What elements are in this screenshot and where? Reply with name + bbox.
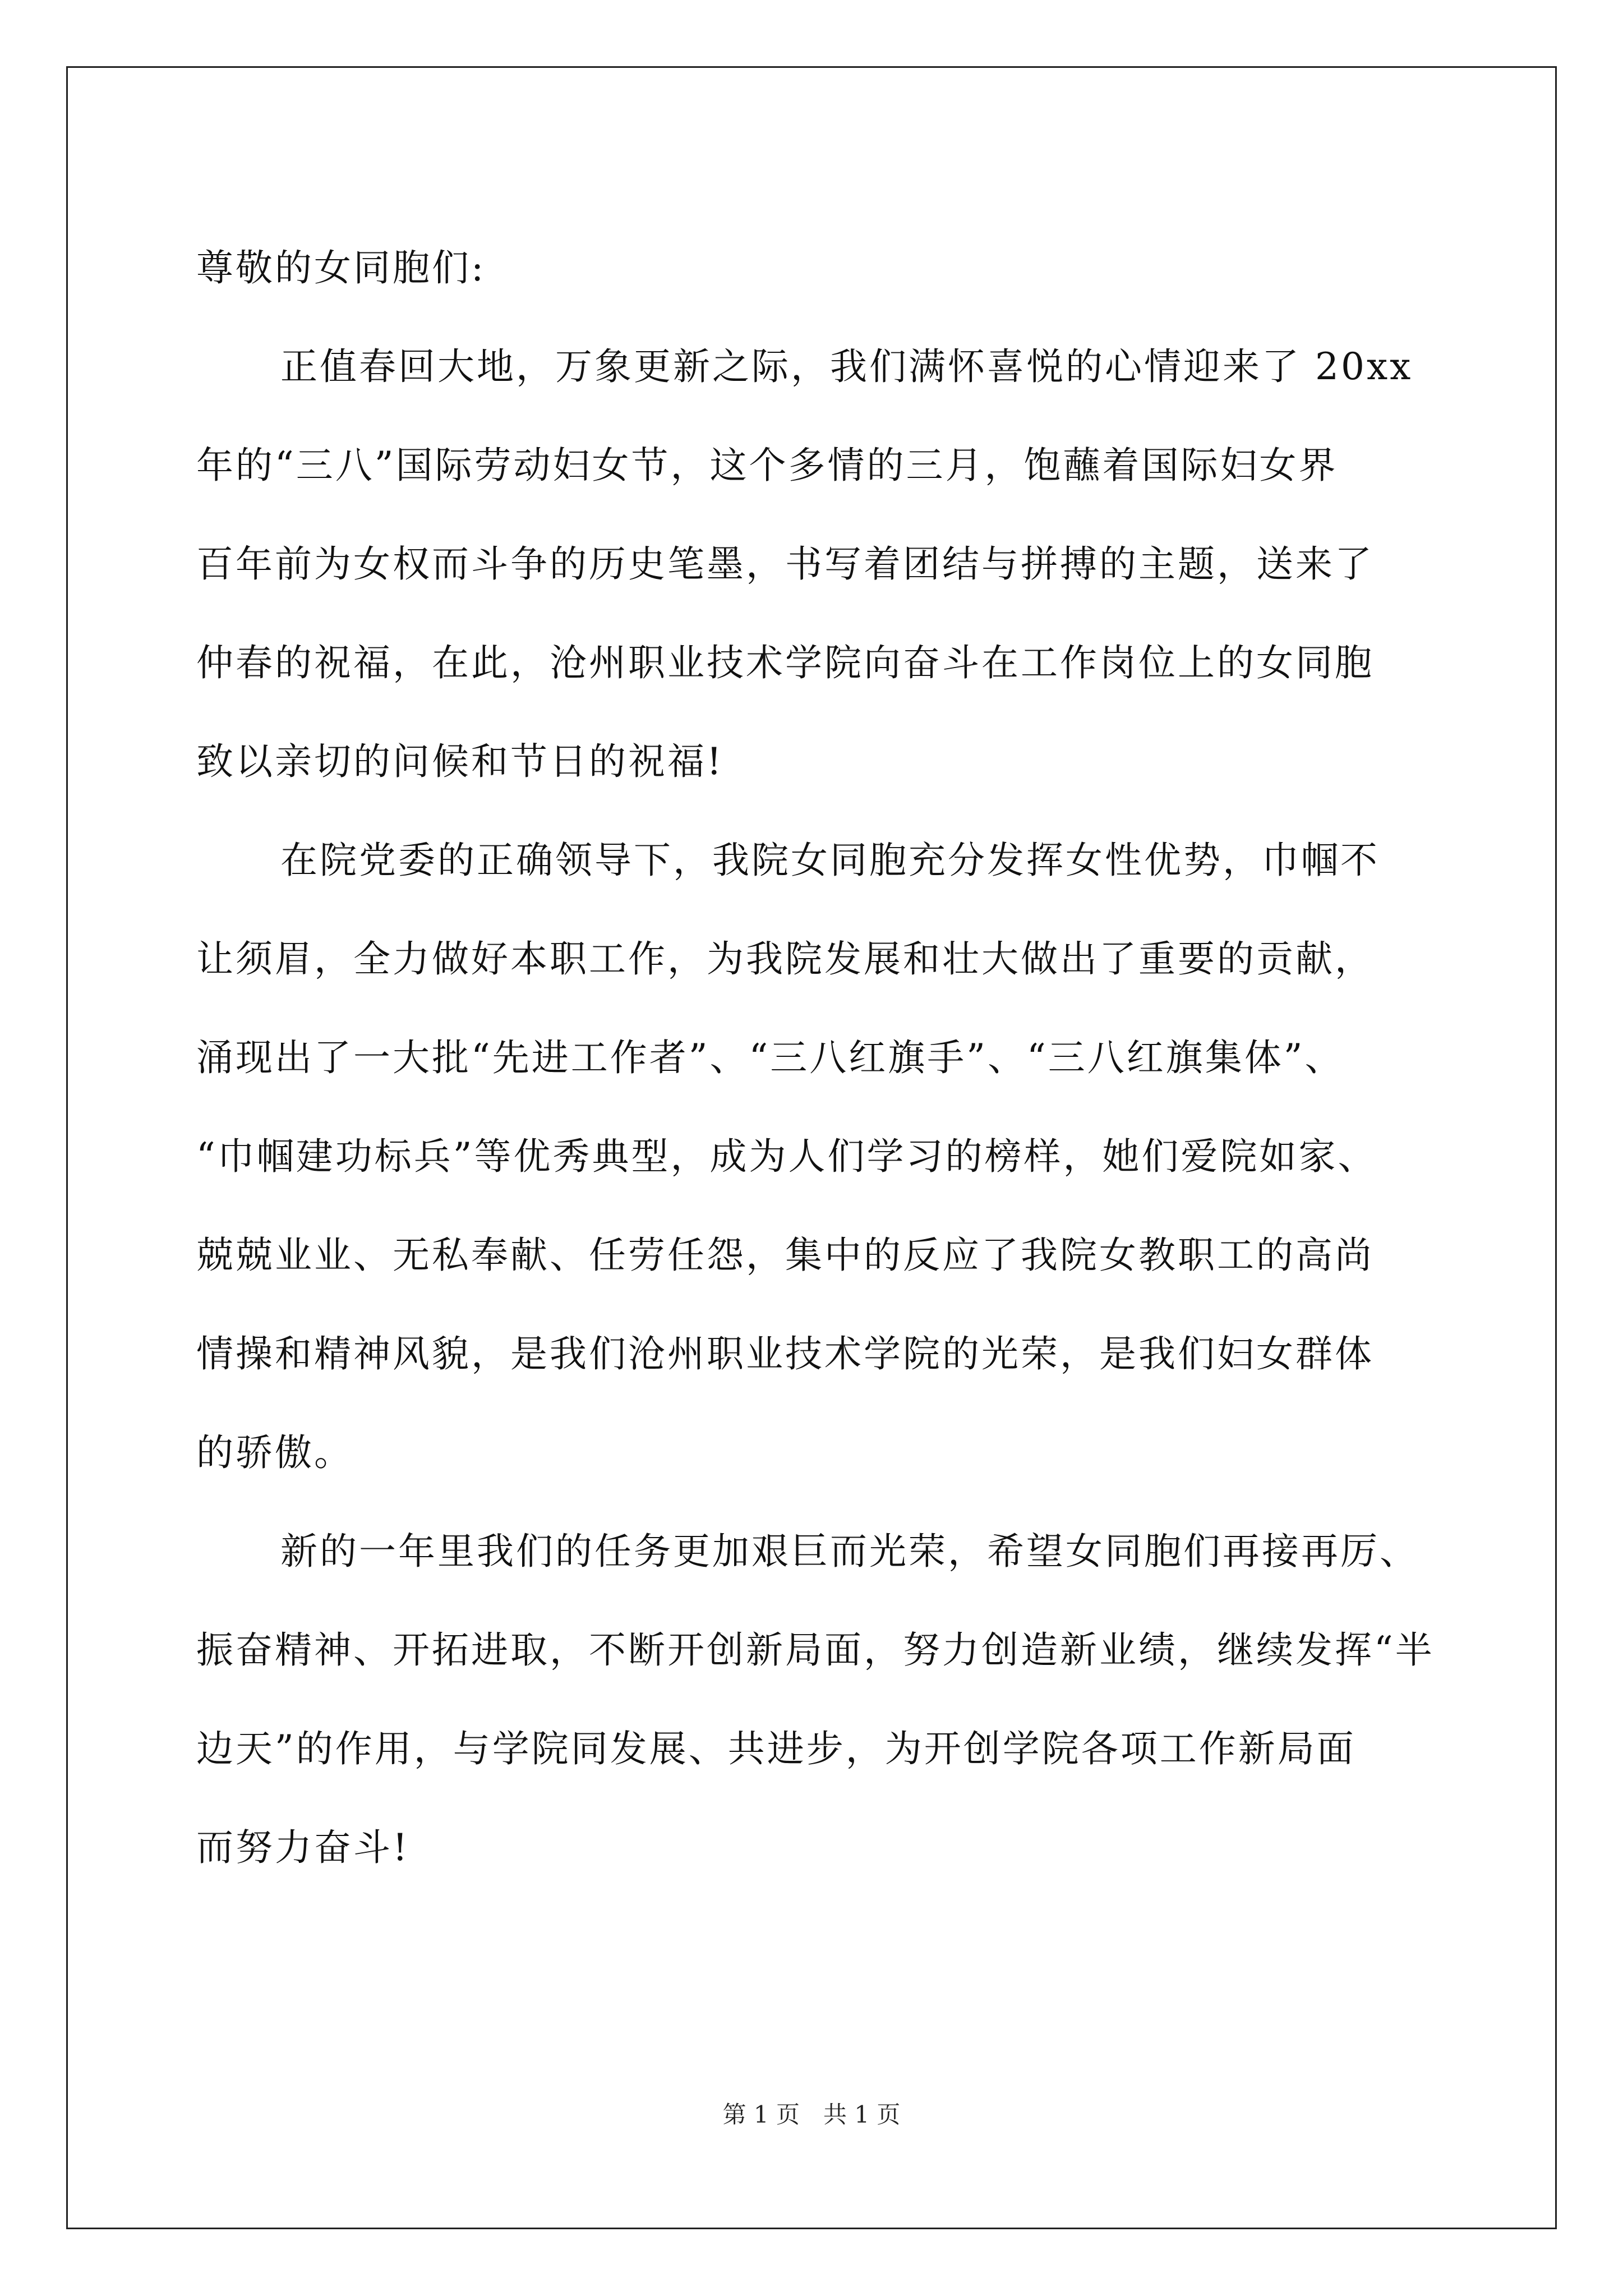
document-body [196,219,1436,1897]
paragraph-3 [196,1502,1436,1897]
paragraph-line: 兢兢业业、无私奉献、任劳任怨，集中的反应了我院女教职工的高尚 [196,1234,1374,1277]
salutation: 尊敬的女同胞们: [196,246,486,289]
page-number-footer: 第 1 页 共 1 页 [722,2101,901,2128]
paragraph-line: 而努力奋斗! [196,1826,410,1869]
paragraph-line: 情操和精神风貌，是我们沧州职业技术学院的光荣，是我们妇女群体 [196,1332,1374,1375]
paragraph-2 [196,811,1436,1502]
paragraph-line: 边天”的作用，与学院同发展、共进步，为开创学院各项工作新局面 [196,1727,1356,1770]
paragraph-line: 正值春回大地，万象更新之际，我们满怀喜悦的心情迎来了 20xx [280,345,1413,388]
paragraph-line: 新的一年里我们的任务更加艰巨而光荣，希望女同胞们再接再厉、 [280,1530,1419,1573]
paragraph-1 [196,318,1436,811]
paragraph-line: 百年前为女权而斗争的历史笔墨，书写着团结与拼搏的主题，送来了 [196,542,1374,586]
paragraph-line: 致以亲切的问候和节日的祝福! [196,740,724,783]
paragraph-line: 涌现出了一大批“先进工作者”、“三八红旗手”、“三八红旗集体”、 [196,1036,1344,1079]
paragraph-line: 仲春的祝福，在此，沧州职业技术学院向奋斗在工作岗位上的女同胞 [196,641,1374,684]
paragraph-line: “巾帼建功标兵”等优秀典型，成为人们学习的榜样，她们爱院如家、 [196,1135,1377,1178]
paragraph-line: 在院党委的正确领导下，我院女同胞充分发挥女性优势，巾帼不 [280,839,1380,882]
paragraph-line: 让须眉，全力做好本职工作，为我院发展和壮大做出了重要的贡献， [196,937,1374,981]
paragraph-line: 振奋精神、开拓进取，不断开创新局面，努力创造新业绩，继续发挥“半 [196,1628,1435,1672]
paragraph-line: 的骄傲。 [196,1431,353,1474]
paragraph-line: 年的“三八”国际劳动妇女节，这个多情的三月，饱蘸着国际妇女界 [196,444,1338,487]
